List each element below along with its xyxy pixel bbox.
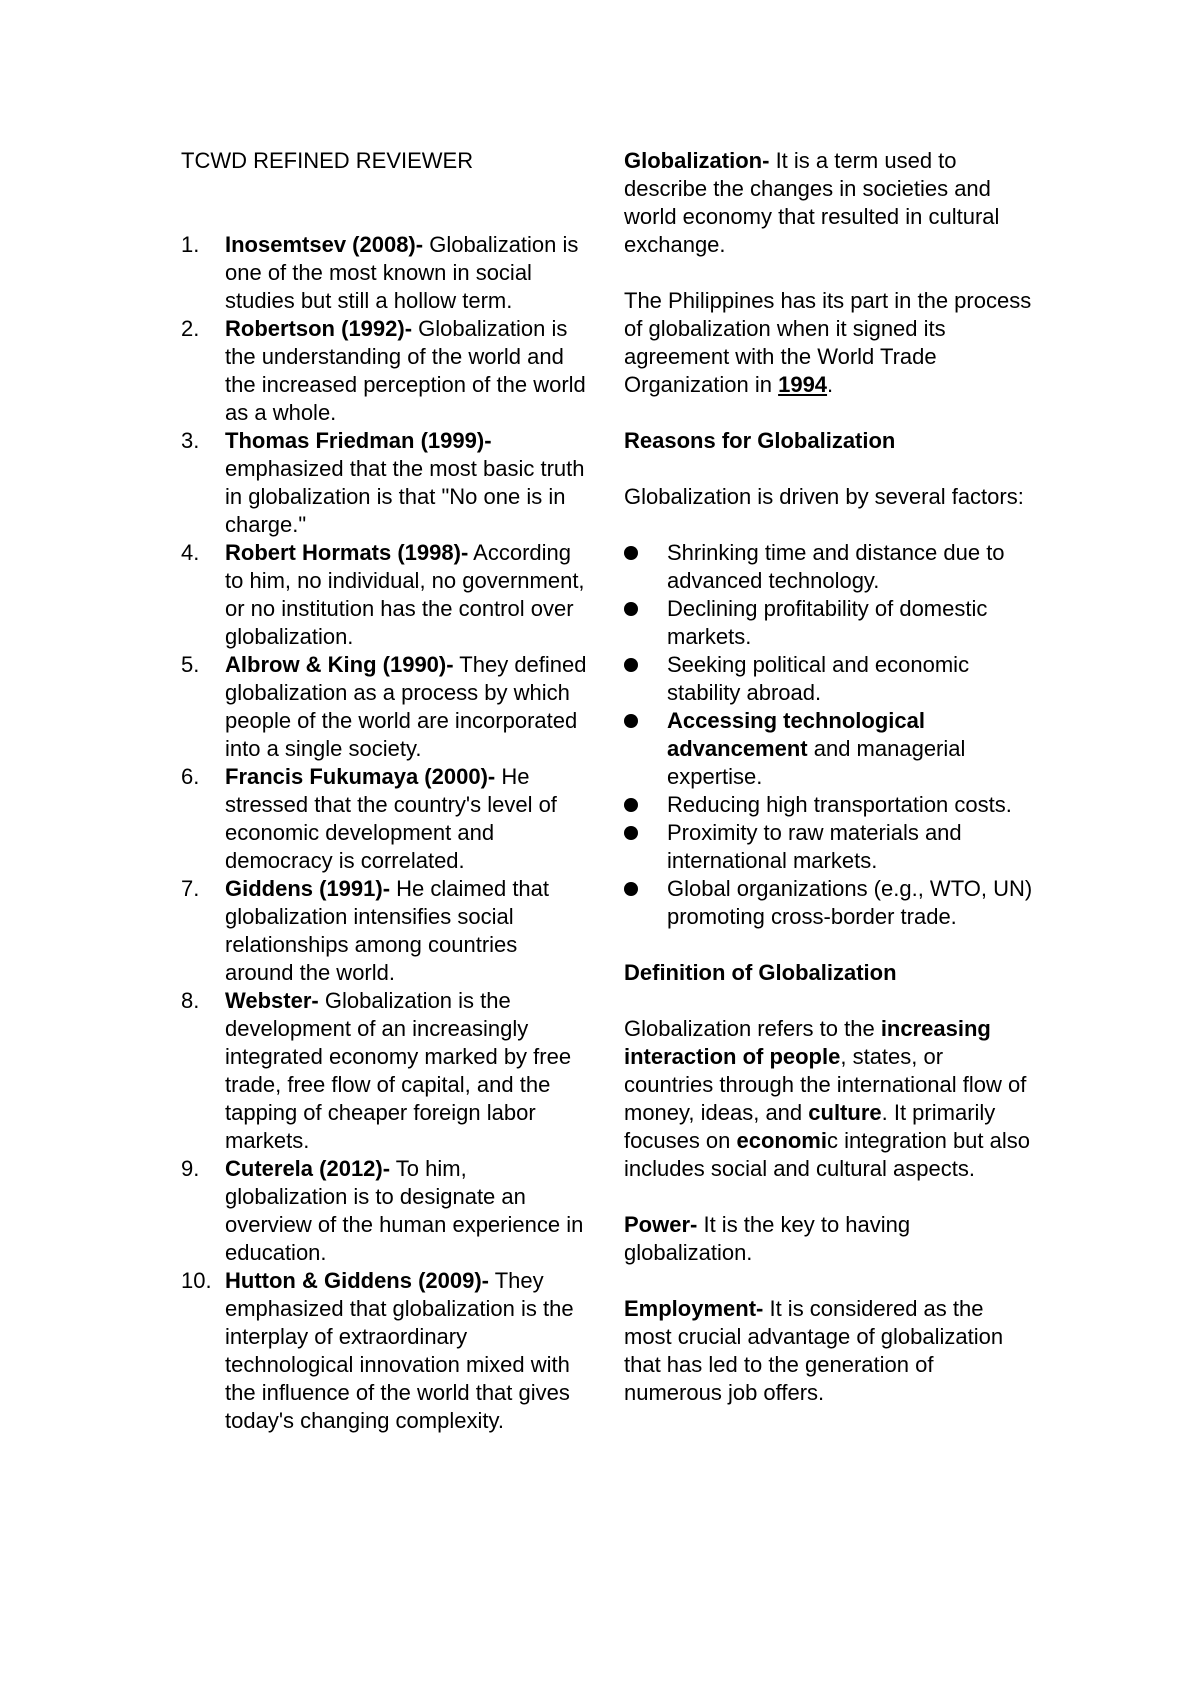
list-item: 10. Hutton & Giddens (2009)- They emphasized that globalization is the interplay of extraordinary technological innovation mixed with the influence of the world that gives today's changing complexity. — [181, 1268, 574, 1433]
reasons-heading: Reasons for Globalization — [624, 428, 896, 453]
list-item: Seeking political and economic stability abroad. — [624, 651, 1034, 707]
bullet-icon — [624, 602, 638, 616]
power-paragraph: Power- It is the key to having globalization. — [624, 1212, 911, 1265]
employment-paragraph: Employment- It is considered as the most crucial advantage of globalization that has led to the generation of numerous job offers. — [624, 1296, 1004, 1405]
bullet-icon — [624, 546, 638, 560]
list-item: Accessing technological advancement and managerial expertise. — [624, 707, 1034, 791]
list-item: 6. Francis Fukumaya (2000)- He stressed that the country's level of economic development and democracy is correlated. — [181, 764, 557, 873]
left-column — [181, 147, 591, 1435]
bullet-icon — [624, 798, 638, 812]
list-item: 4. Robert Hormats (1998)- According to him, no individual, no government, or no institution has the control over globalization. — [181, 540, 585, 649]
definition-paragraph: Globalization refers to the increasing interaction of people, states, or countries through the international flow of money, ideas, and culture. It primarily focuses on economic integration but also includes social and cultural aspects. — [624, 1016, 1031, 1181]
list-item: Global organizations (e.g., WTO, UN) promoting cross-border trade. — [624, 875, 1034, 931]
definition-heading: Definition of Globalization — [624, 960, 897, 985]
bullet-icon — [624, 714, 638, 728]
list-item: 8. Webster- Globalization is the development of an increasingly integrated economy marked by free trade, free flow of capital, and the tapping of cheaper foreign labor markets. — [181, 988, 572, 1153]
reasons-intro: Globalization is driven by several factors: — [624, 484, 1024, 509]
list-item: 5. Albrow & King (1990)- They defined globalization as a process by which people of the world are incorporated into a single society. — [181, 652, 587, 761]
list-item: 3. Thomas Friedman (1999)- emphasized that the most basic truth in globalization is that "No one is in charge." — [181, 428, 585, 537]
list-item: Declining profitability of domestic markets. — [624, 595, 1034, 651]
list-item: Shrinking time and distance due to advanced technology. — [624, 539, 1034, 595]
scholar-list — [181, 231, 591, 1435]
list-item: Reducing high transportation costs. — [624, 791, 1034, 819]
bullet-icon — [624, 658, 638, 672]
list-item: 1. Inosemtsev (2008)- Globalization is one of the most known in social studies but still a hollow term. — [181, 232, 579, 313]
right-column — [624, 147, 1034, 1435]
year-highlight: 1994 — [778, 372, 828, 397]
globalization-definition: Globalization- It is a term used to describe the changes in societies and world economy that resulted in cultural exchange. — [624, 148, 1000, 257]
philippines-paragraph: The Philippines has its part in the process of globalization when it signed its agreement with the World Trade Organization in 1994. — [624, 288, 1032, 397]
list-item: 2. Robertson (1992)- Globalization is the understanding of the world and the increased perception of the world as a whole. — [181, 316, 586, 425]
list-item: 7. Giddens (1991)- He claimed that globalization intensifies social relationships among countries around the world. — [181, 876, 550, 985]
bullet-icon — [624, 826, 638, 840]
list-item: 9. Cuterela (2012)- To him, globalization is to designate an overview of the human experience in education. — [181, 1156, 584, 1265]
bullet-icon — [624, 882, 638, 896]
list-item: Proximity to raw materials and international markets. — [624, 819, 1034, 875]
document-title: TCWD REFINED REVIEWER — [181, 148, 474, 173]
reasons-list — [624, 539, 1034, 931]
